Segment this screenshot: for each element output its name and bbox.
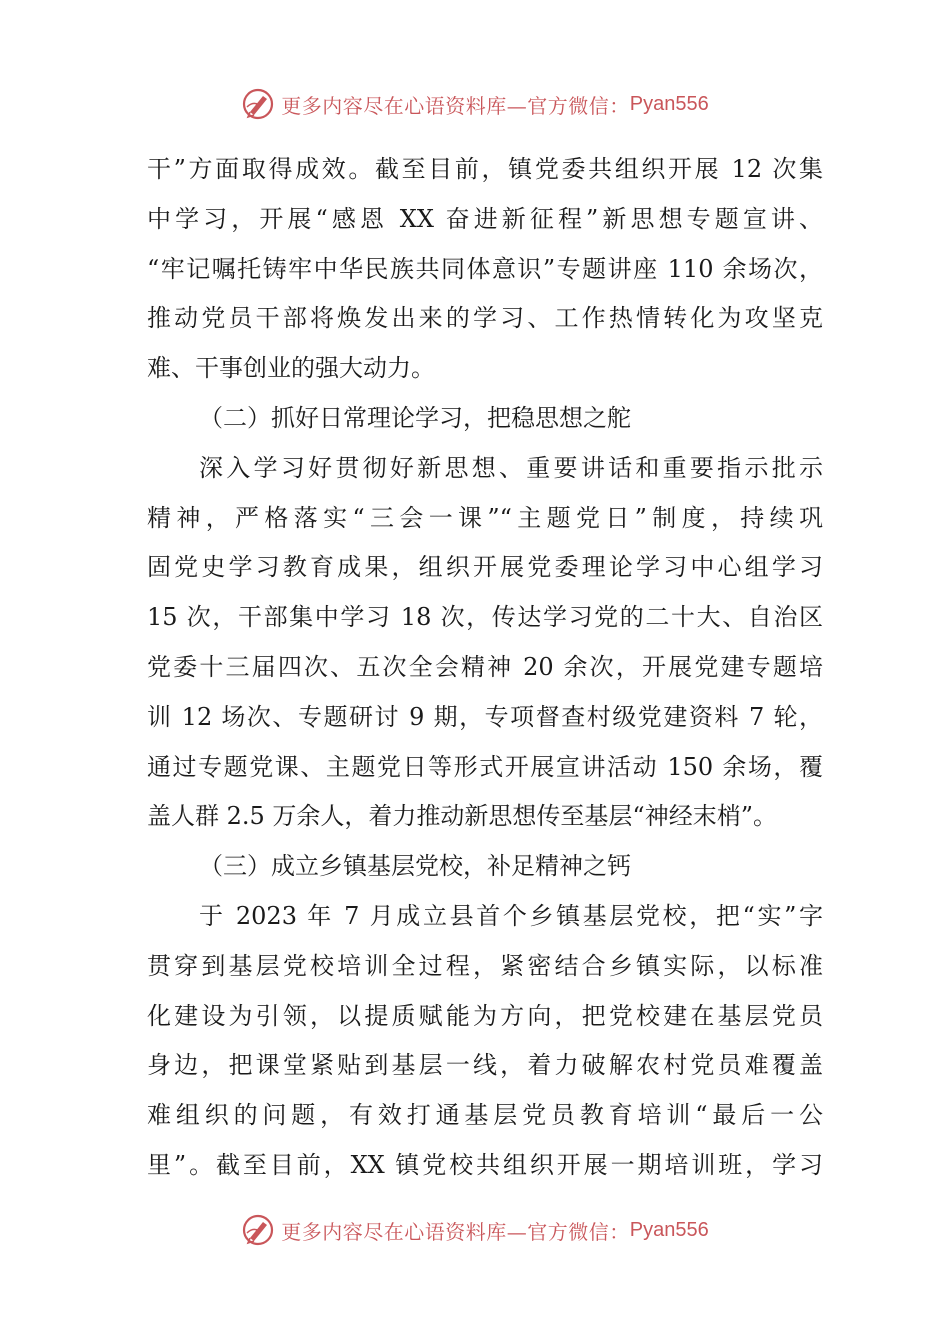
watermark-banner-bottom xyxy=(0,1210,950,1250)
section-heading: （三）成立乡镇基层党校，补足精神之钙 xyxy=(199,852,631,881)
watermark-text: 更多内容尽在心语资料库—官方微信： xyxy=(281,1219,630,1244)
body-line: 贯穿到基层党校培训全过程，紧密结合乡镇实际，以标准 xyxy=(147,951,823,980)
watermark-text: 更多内容尽在心语资料库—官方微信： xyxy=(281,93,630,118)
body-line: 通过专题党课、主题党日等形式开展宣讲活动 150 余场，覆 xyxy=(147,752,823,781)
body-line: 中学习，开展“感恩 XX 奋进新征程”新思想专题宣讲、 xyxy=(147,204,823,233)
body-line: 党委十三届四次、五次全会精神 20 余次，开展党建专题培 xyxy=(147,652,823,681)
body-line: 难、干事创业的强大动力。 xyxy=(147,354,435,383)
body-line: 盖人群 2.5 万余人，着力推动新思想传至基层“神经末梢”。 xyxy=(147,802,777,831)
body-line: 推动党员干部将焕发出来的学习、工作热情转化为攻坚克 xyxy=(147,304,823,333)
body-line: 于 2023 年 7 月成立县首个乡镇基层党校，把“实”字 xyxy=(199,901,823,930)
pen-logo-icon xyxy=(241,87,275,121)
body-line: “牢记嘱托铸牢中华民族共同体意识”专题讲座 110 余场次， xyxy=(147,254,823,283)
body-line: 固党史学习教育成果，组织开展党委理论学习中心组学习 xyxy=(147,553,823,582)
body-line: 身边，把课堂紧贴到基层一线，着力破解农村党员难覆盖 xyxy=(147,1051,823,1080)
body-line: 难组织的问题，有效打通基层党员教育培训“最后一公 xyxy=(147,1101,823,1130)
body-line: 精神，严格落实“三会一课”“主题党日”制度，持续巩 xyxy=(147,503,823,532)
section-heading: （二）抓好日常理论学习，把稳思想之舵 xyxy=(199,403,631,432)
body-line: 训 12 场次、专题研讨 9 期，专项督查村级党建资料 7 轮， xyxy=(147,702,823,731)
body-line: 15 次，干部集中学习 18 次，传达学习党的二十大、自治区 xyxy=(147,603,823,632)
watermark-banner-top xyxy=(0,84,950,124)
body-line: 干”方面取得成效。截至目前，镇党委共组织开展 12 次集 xyxy=(147,155,823,183)
document-body xyxy=(147,145,823,1191)
watermark-wechat-id: Pyan556 xyxy=(629,92,709,115)
body-line: 深入学习好贯彻好新思想、重要讲话和重要指示批示 xyxy=(199,453,823,482)
pen-logo-icon xyxy=(241,1213,275,1247)
watermark-wechat-id: Pyan556 xyxy=(629,1218,709,1241)
body-line: 里”。截至目前，XX 镇党校共组织开展一期培训班，学习 xyxy=(147,1150,823,1179)
body-line: 化建设为引领，以提质赋能为方向，把党校建在基层党员 xyxy=(147,1001,823,1030)
